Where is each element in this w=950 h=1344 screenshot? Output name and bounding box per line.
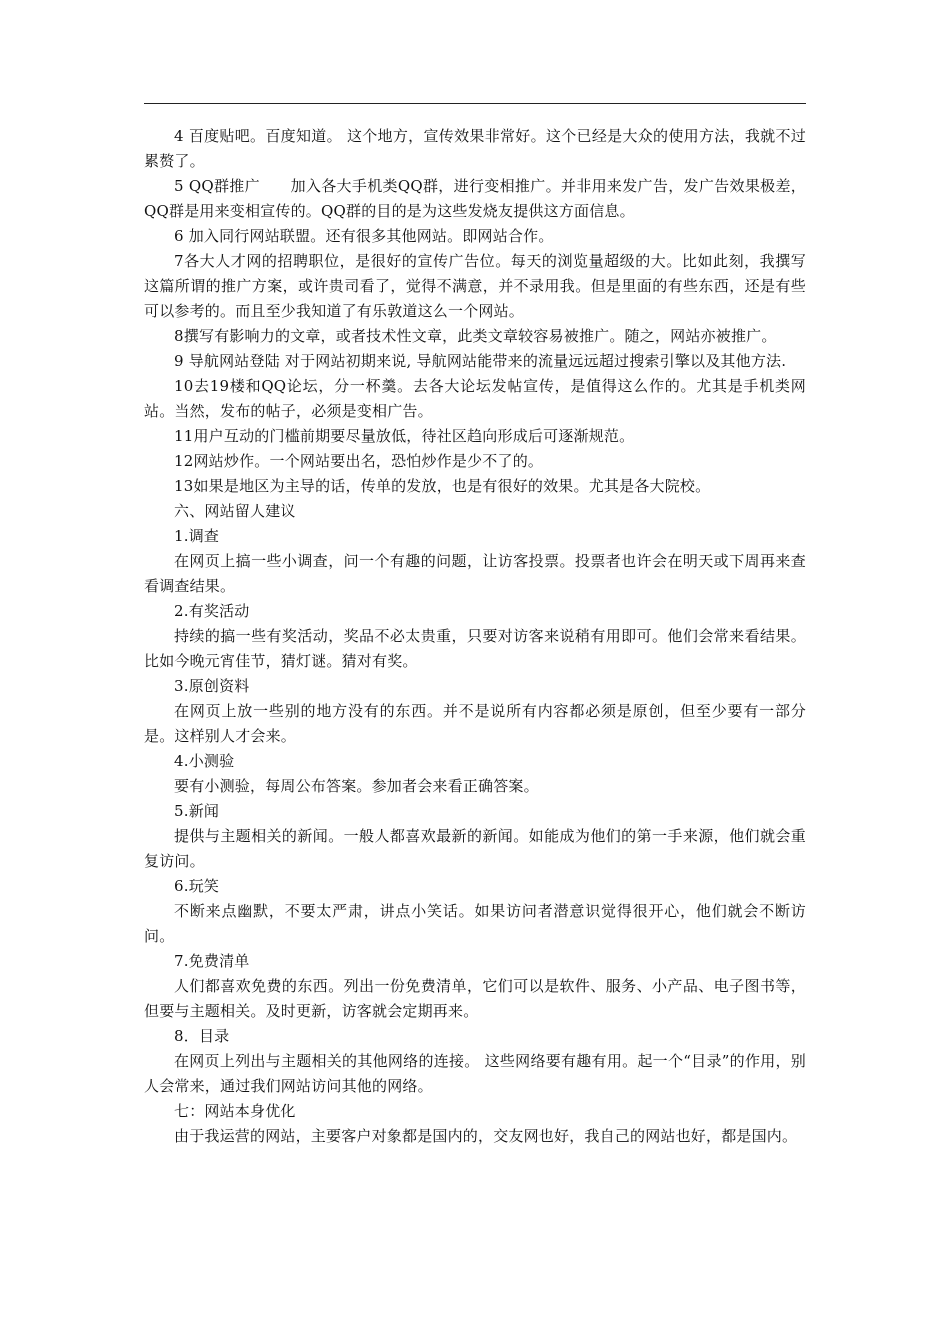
- subsection-heading: 6.玩笑: [174, 877, 220, 895]
- subsection-heading: 8．目录: [174, 1027, 230, 1045]
- paragraph: 10去19楼和QQ论坛，分一杯羹。去各大论坛发帖宣传，是值得这么作的。尤其是手机类网站。当然，发布的帖子，必须是变相广告。: [144, 377, 806, 420]
- subsection-heading: 2.有奖活动: [174, 602, 250, 620]
- paragraph: 7各大人才网的招聘职位，是很好的宣传广告位。每天的浏览量超级的大。比如此刻，我撰写这篇所谓的推广方案，或许贵司看了，觉得不满意，并不录用我。但是里面的有些东西，还是有些可以参考的。而且至少我知道了有乐敦道这么一个网站。: [144, 252, 806, 320]
- paragraph: 5 QQ群推广 加入各大手机类QQ群，进行变相推广。并非用来发广告，发广告效果极差，QQ群是用来变相宣传的。QQ群的目的是为这些发烧友提供这方面信息。: [144, 177, 806, 220]
- document-body: [144, 124, 806, 1149]
- paragraph: 9 导航网站登陆 对于网站初期来说, 导航网站能带来的流量远远超过搜索引擎以及其他方法.: [174, 352, 787, 370]
- paragraph: 13如果是地区为主导的话，传单的发放，也是有很好的效果。尤其是各大院校。: [174, 477, 711, 495]
- paragraph: 在网页上列出与主题相关的其他网络的连接。 这些网络要有趣有用。起一个“目录”的作用，别人会常来，通过我们网站访问其他的网络。: [144, 1052, 806, 1095]
- paragraph: 由于我运营的网站，主要客户对象都是国内的，交友网也好，我自己的网站也好，都是国内。: [174, 1127, 798, 1145]
- paragraph: 6 加入同行网站联盟。还有很多其他网站。即网站合作。: [174, 227, 554, 245]
- paragraph: 在网页上放一些别的地方没有的东西。并不是说所有内容都必须是原创，但至少要有一部分是。这样别人才会来。: [144, 702, 806, 745]
- paragraph: 在网页上搞一些小调查，问一个有趣的问题，让访客投票。投票者也许会在明天或下周再来查看调查结果。: [144, 552, 806, 595]
- section-heading: 六、网站留人建议: [174, 502, 296, 520]
- paragraph: 持续的搞一些有奖活动，奖品不必太贵重，只要对访客来说稍有用即可。他们会常来看结果。比如今晚元宵佳节，猜灯谜。猜对有奖。: [144, 627, 806, 670]
- paragraph: 11用户互动的门槛前期要尽量放低，待社区趋向形成后可逐渐规范。: [174, 427, 635, 445]
- paragraph: 不断来点幽默，不要太严肃，讲点小笑话。如果访问者潜意识觉得很开心，他们就会不断访问。: [144, 902, 806, 945]
- paragraph: 12网站炒作。一个网站要出名，恐怕炒作是少不了的。: [174, 452, 544, 470]
- paragraph: 提供与主题相关的新闻。一般人都喜欢最新的新闻。如能成为他们的第一手来源，他们就会重复访问。: [144, 827, 806, 870]
- paragraph: 4 百度贴吧。百度知道。 这个地方，宣传效果非常好。这个已经是大众的使用方法，我就不过累赘了。: [144, 127, 806, 170]
- subsection-heading: 7.免费清单: [174, 952, 250, 970]
- subsection-heading: 5.新闻: [174, 802, 220, 820]
- subsection-heading: 3.原创资料: [174, 677, 250, 695]
- subsection-heading: 4.小测验: [174, 752, 235, 770]
- header-rule: [144, 103, 806, 104]
- subsection-heading: 1.调查: [174, 527, 220, 545]
- section-heading: 七：网站本身优化: [174, 1102, 296, 1120]
- paragraph: 要有小测验，每周公布答案。参加者会来看正确答案。: [174, 777, 539, 795]
- paragraph: 人们都喜欢免费的东西。列出一份免费清单，它们可以是软件、服务、小产品、电子图书等，但要与主题相关。及时更新，访客就会定期再来。: [144, 977, 806, 1020]
- paragraph: 8撰写有影响力的文章，或者技术性文章，此类文章较容易被推广。随之，网站亦被推广。: [174, 327, 777, 345]
